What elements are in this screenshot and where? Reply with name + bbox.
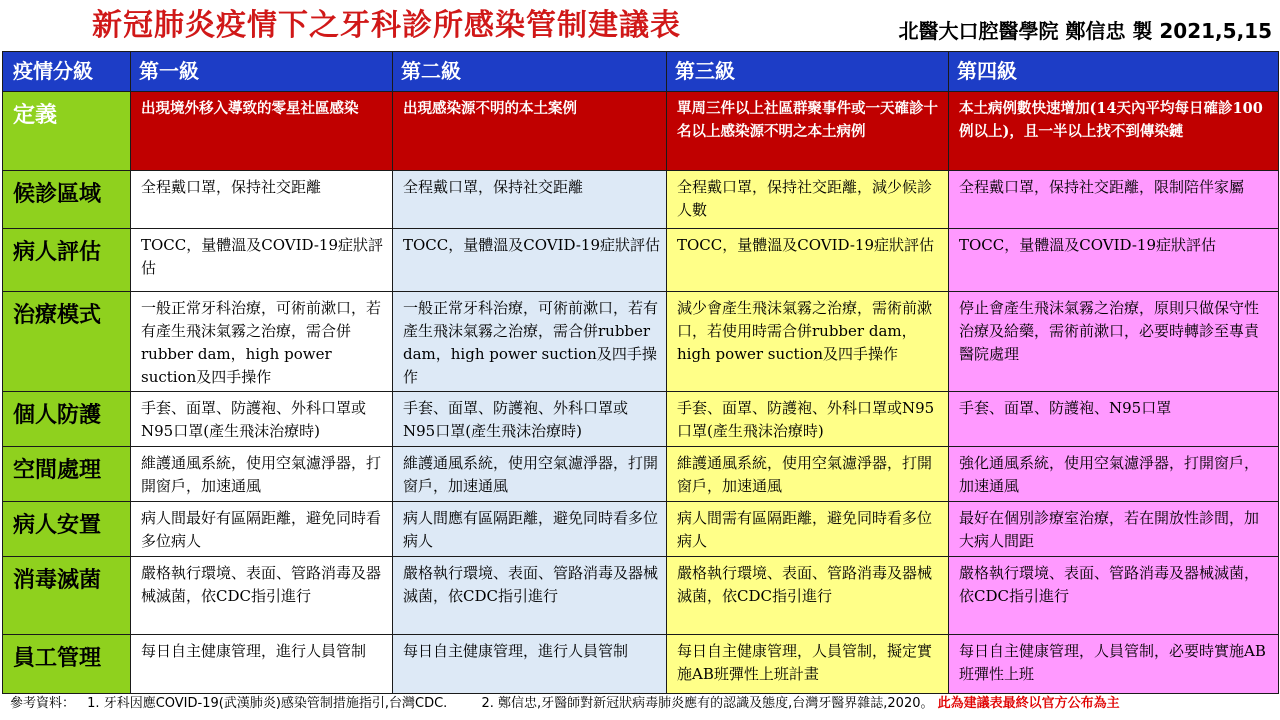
cell-personal-protection-level-2: 手套、面罩、防護袍、外科口罩或N95口罩(產生飛沫治療時) (393, 392, 667, 447)
cell-disinfection-level-4: 嚴格執行環境、表面、管路消毒及器械滅菌，依CDC指引進行 (949, 557, 1279, 635)
row-staff-management (3, 635, 1279, 694)
cell-space-handling-level-4: 強化通風系統，使用空氣濾淨器，打開窗戶，加速通風 (949, 447, 1279, 502)
cell-staff-management-level-4: 每日自主健康管理，人員管制，必要時實施AB班彈性上班 (949, 635, 1279, 694)
row-label-staff-management: 員工管理 (3, 635, 131, 694)
references-footer (10, 694, 1278, 716)
author-credit: 北醫大口腔醫學院 鄭信忠 製 2021,5,15 (898, 19, 1272, 43)
cell-personal-protection-level-3: 手套、面罩、防護袍、外科口罩或N95口罩(產生飛沫治療時) (667, 392, 949, 447)
row-label-personal-protection: 個人防護 (3, 392, 131, 447)
cell-waiting-area-level-1: 全程戴口罩，保持社交距離 (131, 171, 393, 229)
cell-disinfection-level-3: 嚴格執行環境、表面、管路消毒及器械滅菌，依CDC指引進行 (667, 557, 949, 635)
cell-patient-placement-level-4: 最好在個別診療室治療，若在開放性診間，加大病人間距 (949, 502, 1279, 557)
cell-personal-protection-level-4: 手套、面罩、防護袍、N95口罩 (949, 392, 1279, 447)
row-label-disinfection: 消毒滅菌 (3, 557, 131, 635)
cell-treatment-mode-level-3: 減少會產生飛沫氣霧之治療，需術前漱口，若使用時需合併rubber dam，high power suction及四手操作 (667, 292, 949, 392)
cell-space-handling-level-1: 維護通風系統，使用空氣濾淨器，打開窗戶，加速通風 (131, 447, 393, 502)
cell-patient-placement-level-3: 病人間需有區隔距離，避免同時看多位病人 (667, 502, 949, 557)
page-title: 新冠肺炎疫情下之牙科診所感染管制建議表 (92, 8, 681, 43)
cell-patient-placement-level-1: 病人間最好有區隔距離，避免同時看多位病人 (131, 502, 393, 557)
cell-staff-management-level-3: 每日自主健康管理，人員管制，擬定實施AB班彈性上班計畫 (667, 635, 949, 694)
definition-level-4: 本土病例數快速增加(14天內平均每日確診100例以上)，且一半以上找不到傳染鏈 (949, 92, 1279, 171)
cell-staff-management-level-2: 每日自主健康管理，進行人員管制 (393, 635, 667, 694)
row-space-handling (3, 447, 1279, 502)
cell-patient-assessment-level-1: TOCC，量體溫及COVID-19症狀評估 (131, 229, 393, 292)
cell-treatment-mode-level-1: 一般正常牙科治療，可術前漱口，若有產生飛沫氣霧之治療，需合併rubber dam，high power suction及四手操作 (131, 292, 393, 392)
cell-patient-assessment-level-3: TOCC，量體溫及COVID-19症狀評估 (667, 229, 949, 292)
header-level-3: 第三級 (667, 52, 949, 92)
row-label-definition: 定義 (3, 92, 131, 171)
cell-disinfection-level-1: 嚴格執行環境、表面、管路消毒及器械滅菌，依CDC指引進行 (131, 557, 393, 635)
definition-level-3: 單周三件以上社區群聚事件或一天確診十名以上感染源不明之本土病例 (667, 92, 949, 171)
row-label-patient-placement: 病人安置 (3, 502, 131, 557)
reference-1: 1. 牙科因應COVID-19(武漢肺炎)感染管制措施指引,台灣CDC. (87, 696, 448, 711)
row-patient-assessment (3, 229, 1279, 292)
cell-waiting-area-level-3: 全程戴口罩，保持社交距離，減少候診人數 (667, 171, 949, 229)
row-disinfection (3, 557, 1279, 635)
cell-treatment-mode-level-2: 一般正常牙科治療，可術前漱口，若有產生飛沫氣霧之治療，需合併rubber dam，high power suction及四手操作 (393, 292, 667, 392)
cell-treatment-mode-level-4: 停止會產生飛沫氣霧之治療，原則只做保守性治療及給藥，需術前漱口，必要時轉診至專責醫院處理 (949, 292, 1279, 392)
header-level-4: 第四級 (949, 52, 1279, 92)
definition-level-1: 出現境外移入導致的零星社區感染 (131, 92, 393, 171)
references-label: 參考資料： (10, 696, 76, 711)
row-waiting-area (3, 171, 1279, 229)
cell-space-handling-level-3: 維護通風系統，使用空氣濾淨器，打開窗戶，加速通風 (667, 447, 949, 502)
cell-waiting-area-level-2: 全程戴口罩，保持社交距離 (393, 171, 667, 229)
row-label-treatment-mode: 治療模式 (3, 292, 131, 392)
row-label-waiting-area: 候診區域 (3, 171, 131, 229)
row-label-patient-assessment: 病人評估 (3, 229, 131, 292)
cell-patient-assessment-level-2: TOCC，量體溫及COVID-19症狀評估 (393, 229, 667, 292)
definition-level-2: 出現感染源不明的本土案例 (393, 92, 667, 171)
header-epidemic-level: 疫情分級 (3, 52, 131, 92)
row-personal-protection (3, 392, 1279, 447)
cell-staff-management-level-1: 每日自主健康管理，進行人員管制 (131, 635, 393, 694)
cell-disinfection-level-2: 嚴格執行環境、表面、管路消毒及器械滅菌，依CDC指引進行 (393, 557, 667, 635)
reference-2: 2. 鄭信忠,牙醫師對新冠狀病毒肺炎應有的認識及態度,台灣牙醫界雜誌,2020。 (481, 696, 934, 711)
header-level-2: 第二級 (393, 52, 667, 92)
row-label-space-handling: 空間處理 (3, 447, 131, 502)
header-level-1: 第一級 (131, 52, 393, 92)
cell-patient-placement-level-2: 病人間應有區隔距離，避免同時看多位病人 (393, 502, 667, 557)
header-row (3, 52, 1279, 92)
row-treatment-mode (3, 292, 1279, 392)
row-patient-placement (3, 502, 1279, 557)
cell-personal-protection-level-1: 手套、面罩、防護袍、外科口罩或N95口罩(產生飛沫治療時) (131, 392, 393, 447)
official-notice: 此為建議表最終以官方公布為主 (937, 696, 1120, 711)
definition-row (3, 92, 1279, 171)
infection-control-table (2, 51, 1279, 694)
cell-waiting-area-level-4: 全程戴口罩，保持社交距離，限制陪伴家屬 (949, 171, 1279, 229)
cell-space-handling-level-2: 維護通風系統，使用空氣濾淨器，打開窗戶，加速通風 (393, 447, 667, 502)
cell-patient-assessment-level-4: TOCC，量體溫及COVID-19症狀評估 (949, 229, 1279, 292)
